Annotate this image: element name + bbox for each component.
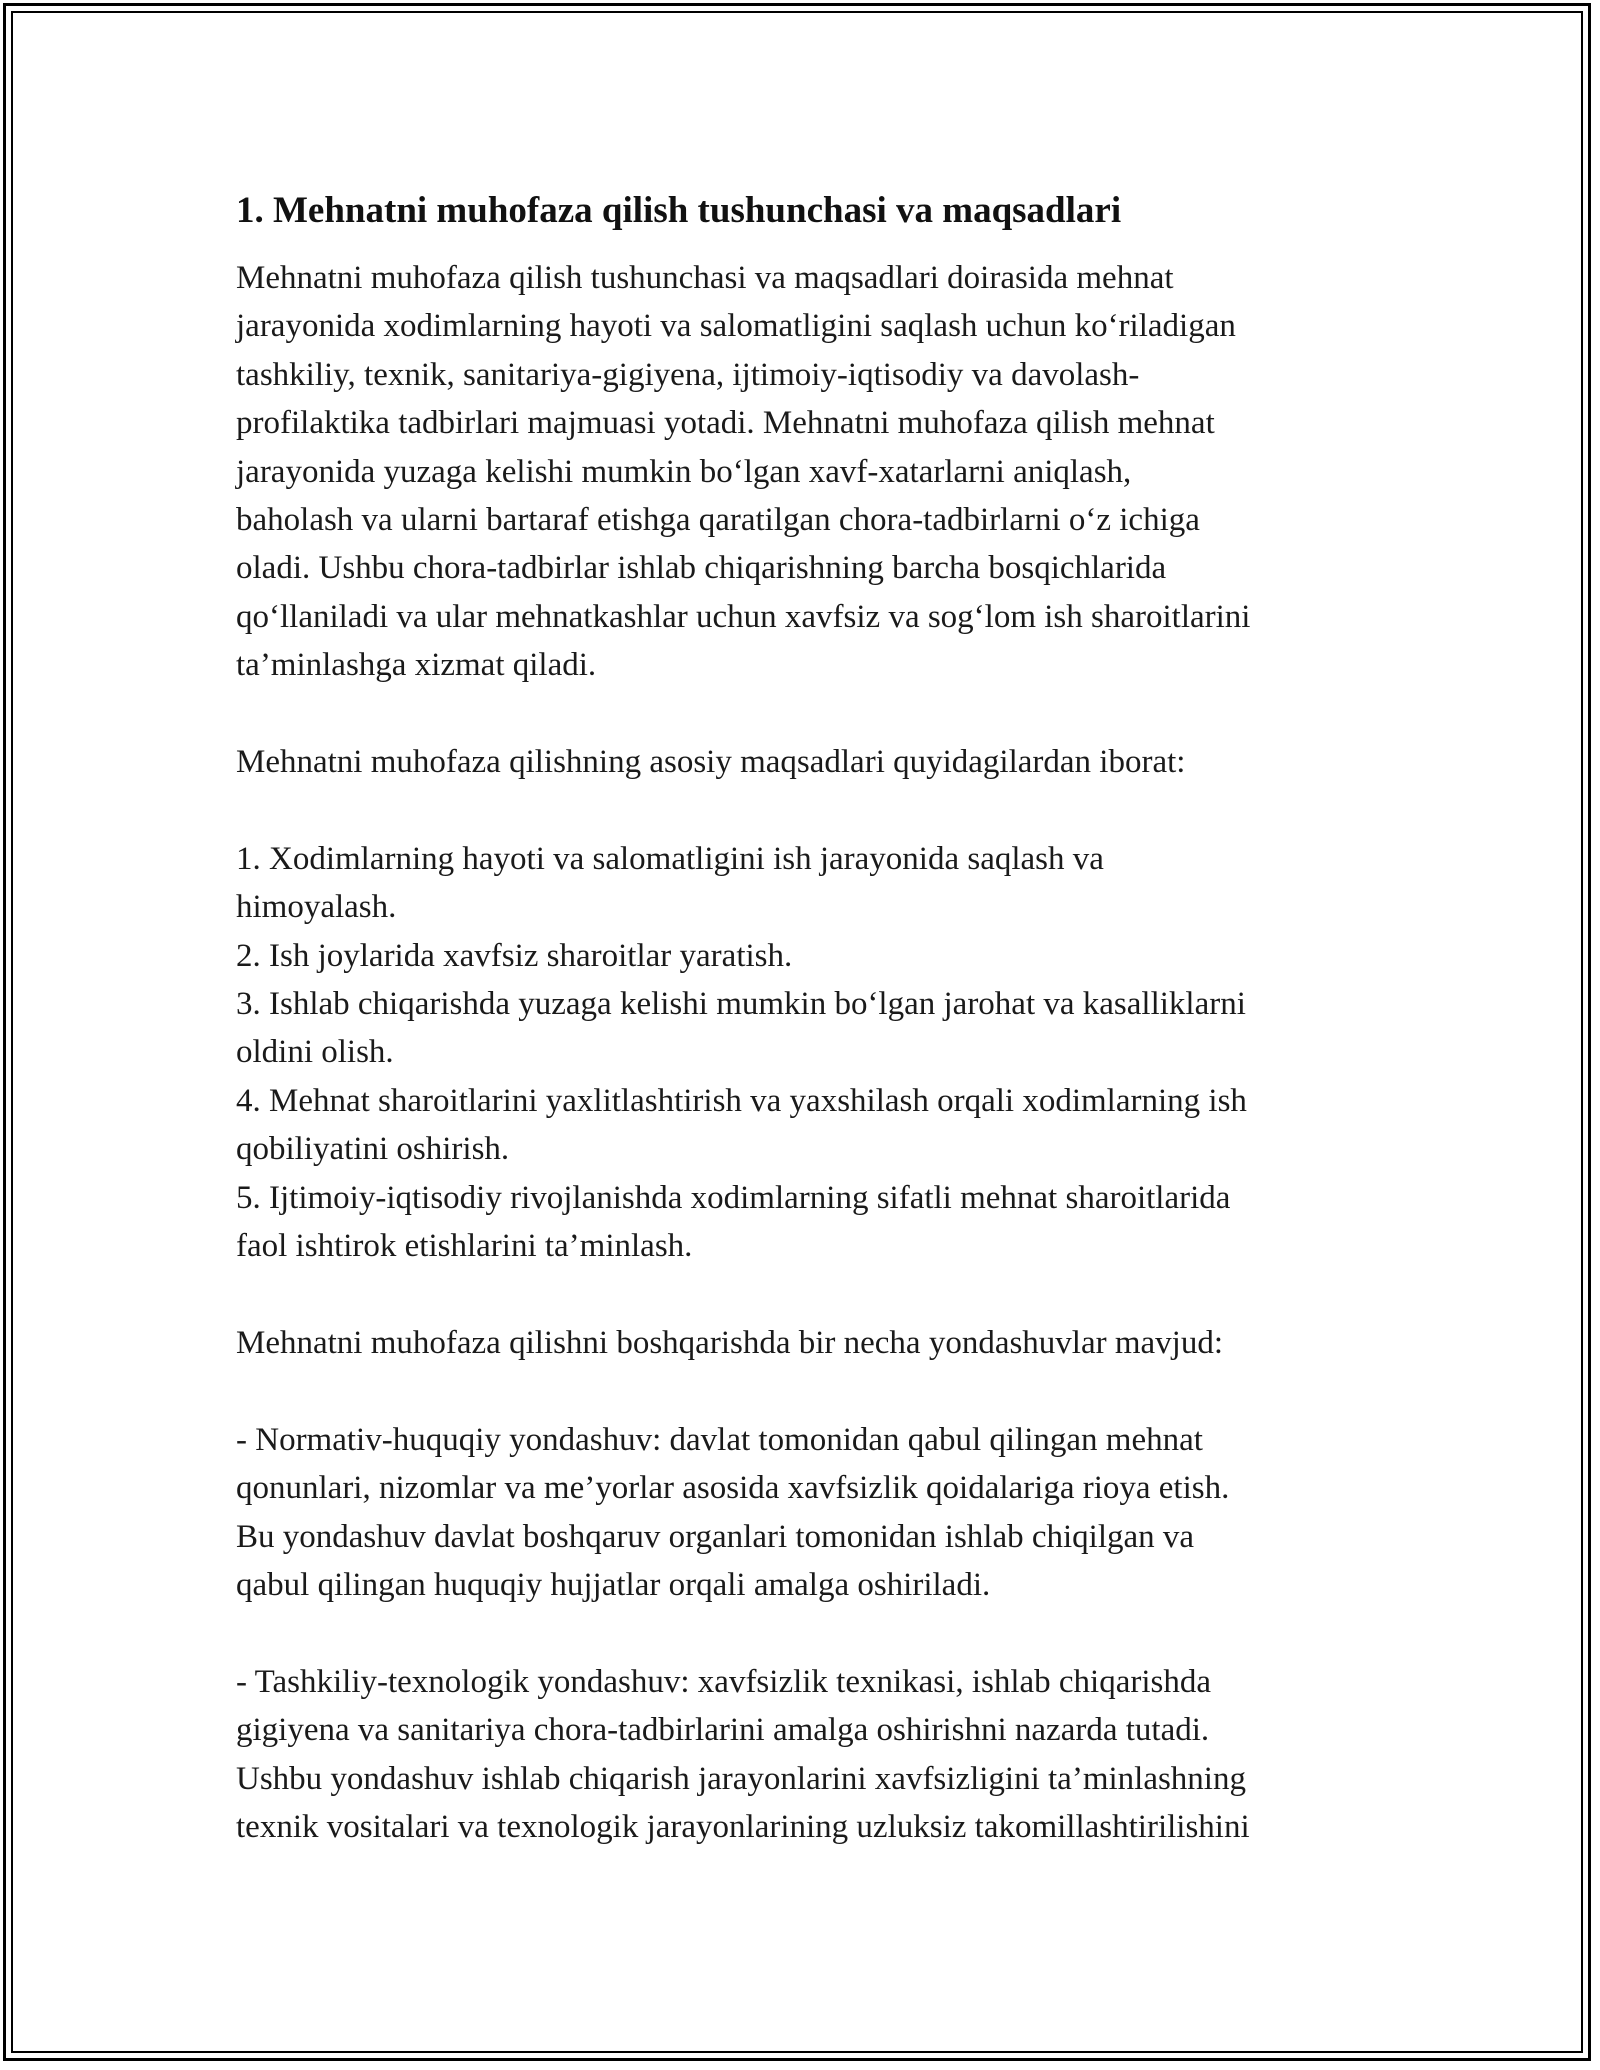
paragraph-gap (236, 1609, 1386, 1657)
goal-item: 4. Mehnat sharoitlarini yaxlitlashtirish va yaxshilash orqali xodimlarning ish qobiliyatini oshirish. (236, 1082, 1247, 1168)
intro-paragraph: Mehnatni muhofaza qilish tushunchasi va maqsadlari doirasida mehnat jarayonida xodimlarning hayoti va salomatligini saqlash uchun ko‘riladigan tashkiliy, texnik, sanitariya-gigiyena, ijtimoiy-iqtisodiy va davolash- profilaktika tadbirlari majmuasi yotadi. Mehnatni muhofaza qilish mehnat jarayonida yuzaga kelishi mumkin bo‘lgan xavf-xatarlarni aniqlash, baholash va ularni bartaraf etishga qaratilgan chora-tadbirlarni o‘z ichiga oladi. Ushbu chora-tadbirlar ishlab chiqarishning barcha bosqichlarida qo‘llaniladi va ular mehnatkashlar uchun xavfsiz va sog‘lom ish sharoitlarini ta’minlashga xizmat qiladi. (236, 260, 1251, 684)
paragraph-gap (236, 1271, 1386, 1319)
section-heading: 1. Mehnatni muhofaza qilish tushunchasi va maqsadlari (236, 190, 1122, 231)
goal-item: 1. Xodimlarning hayoti va salomatligini ish jarayonida saqlash va himoyalash. (236, 840, 1104, 926)
goals-intro-paragraph: Mehnatni muhofaza qilishning asosiy maqsadlari quyidagilardan iborat: (236, 744, 1186, 781)
document-body (236, 186, 1386, 1851)
approaches-intro-paragraph: Mehnatni muhofaza qilishni boshqarishda bir necha yondashuvlar mavjud: (236, 1324, 1224, 1361)
paragraph-gap (236, 786, 1386, 834)
goals-list (236, 835, 1386, 1271)
paragraph-gap (236, 690, 1386, 738)
approach-paragraph: - Normativ-huquqiy yondashuv: davlat tomonidan qabul qilingan mehnat qonunlari, nizomlar va me’yorlar asosida xavfsizlik qoidalariga rioya etish. Bu yondashuv davlat boshqaruv organlari tomonidan ishlab chiqilgan va qabul qilingan huquqiy hujjatlar orqali amalga oshiriladi. (236, 1421, 1230, 1603)
goal-item: 5. Ijtimoiy-iqtisodiy rivojlanishda xodimlarning sifatli mehnat sharoitlarida faol ishtirok etishlarini ta’minlash. (236, 1179, 1231, 1265)
approach-paragraph: - Tashkiliy-texnologik yondashuv: xavfsizlik texnikasi, ishlab chiqarishda gigiyena va sanitariya chora-tadbirlarini amalga oshirishni nazarda tutadi. Ushbu yondashuv ishlab chiqarish jarayonlarini xavfsizligini ta’minlashning texnik vositalari va texnologik jarayonlarining uzluksiz takomillashtirilishini (236, 1663, 1250, 1845)
goal-item: 2. Ish joylarida xavfsiz sharoitlar yaratish. (236, 937, 793, 974)
goal-item: 3. Ishlab chiqarishda yuzaga kelishi mumkin bo‘lgan jarohat va kasalliklarni oldini olish. (236, 986, 1246, 1071)
paragraph-gap (236, 1367, 1386, 1415)
